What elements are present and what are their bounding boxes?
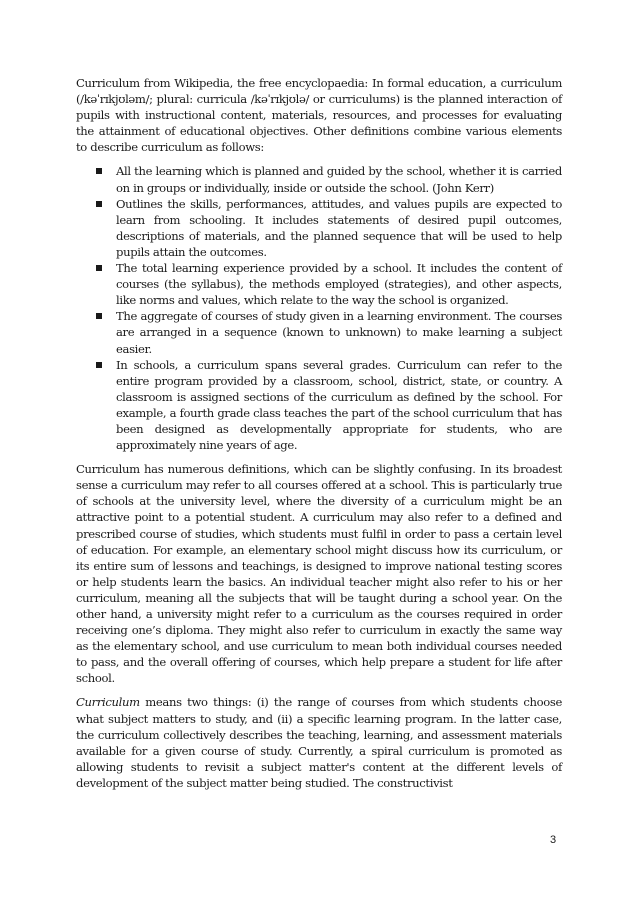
paragraph-text: means two things: (i) the range of courses from which students choose what subject matters to study, and (ii) a specific learning program. In the latter case, the curriculum collectively describes the teaching, learning, and assessment materials available for a given course of study. Currently, a spiral curriculum is promoted as allowing students to revisit a subject matter's content at the different levels of development of the subject matter being studied. The constructivist bbox=[76, 695, 562, 790]
italic-term: Curriculum bbox=[76, 695, 140, 710]
document-body bbox=[76, 75, 562, 791]
square-bullet-icon bbox=[96, 313, 102, 319]
square-bullet-icon bbox=[96, 168, 102, 174]
list-item-text: The aggregate of courses of study given in a learning environment. The courses are arranged in a sequence (known to unknown) to make learning a subject easier. bbox=[116, 309, 562, 356]
body-paragraph bbox=[76, 694, 562, 791]
list-item-text: In schools, a curriculum spans several grades. Curriculum can refer to the entire program provided by a classroom, school, district, state, or country. A classroom is assigned sections of the curriculum as defined by the school. For example, a fourth grade class teaches the part of the school curriculum that has been designed as developmentally appropriate for students, who are approximately nine years of age. bbox=[116, 357, 562, 453]
list-item-text: The total learning experience provided by a school. It includes the content of courses (the syllabus), the methods employed (strategies), and other aspects, like norms and values, which relate to the way the school is organized. bbox=[116, 261, 562, 308]
body-paragraph: Curriculum has numerous definitions, which can be slightly confusing. In its broadest sense a curriculum may refer to all courses offered at a school. This is particularly true of schools at the university level, where the diversity of a curriculum might be an attractive point to a potential student. A curriculum may also refer to a defined and prescribed course of studies, which students must fulfil in order to pass a certain level of education. For example, an elementary school might discuss how its curriculum, or its entire sum of lessons and teachings, is designed to improve national testing scores or help students learn the basics. An individual teacher might also refer to his or her curriculum, meaning all the subjects that will be taught during a school year. On the other hand, a university might refer to a curriculum as the courses required in order receiving one’s diploma. They might also refer to curriculum in exactly the same way as the elementary school, and use curriculum to mean both individual courses needed to pass, and the overall offering of courses, which help prepare a student for life after school. bbox=[76, 462, 562, 686]
definition-list bbox=[76, 163, 562, 453]
list-item-text: Outlines the skills, performances, attitudes, and values pupils are expected to learn from schooling. It includes statements of desired pupil outcomes, descriptions of materials, and the planned sequence that will be used to help pupils attain the outcomes. bbox=[116, 196, 562, 259]
list-item bbox=[76, 260, 562, 308]
list-item bbox=[76, 163, 562, 195]
list-item bbox=[76, 357, 562, 454]
page-number: 3 bbox=[550, 834, 557, 846]
square-bullet-icon bbox=[96, 362, 102, 368]
list-item-text: All the learning which is planned and guided by the school, whether it is carried on in groups or individually, inside or outside the school. (John Kerr) bbox=[116, 164, 562, 195]
list-item bbox=[76, 196, 562, 260]
list-item bbox=[76, 308, 562, 356]
square-bullet-icon bbox=[96, 201, 102, 207]
square-bullet-icon bbox=[96, 265, 102, 271]
intro-paragraph: Curriculum from Wikipedia, the free encyclopaedia: In formal education, a curriculum (/kəˈrɪkjʊləm/; plural: curricula /kəˈrɪkjʊlə/ or curriculums) is the planned interaction of pupils with instructional content, materials, resources, and processes for evaluating the attainment of educational objectives. Other definitions combine various elements to describe curriculum as follows: bbox=[76, 76, 562, 155]
